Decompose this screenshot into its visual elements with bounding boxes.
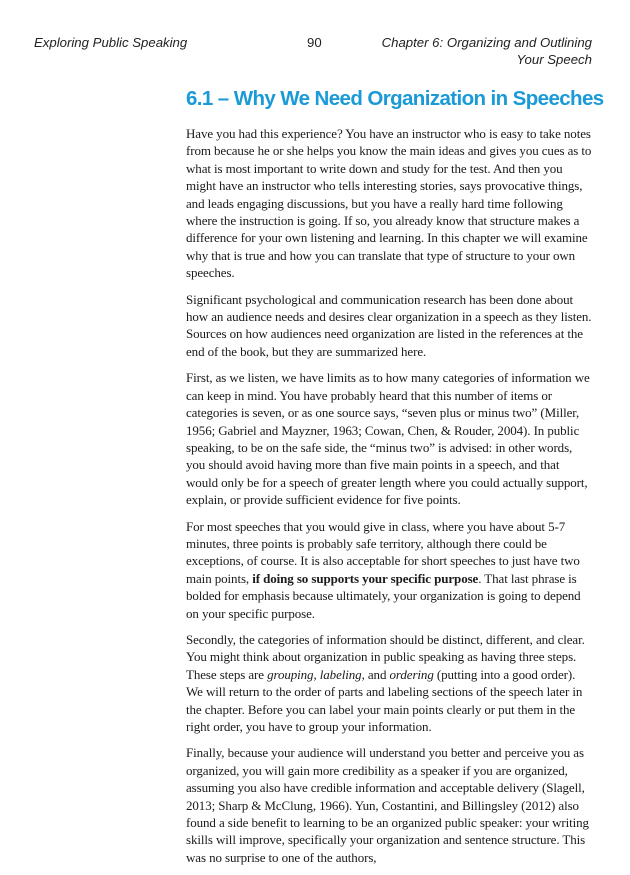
paragraph-3: First, as we listen, we have limits as to how many categories of information we can keep in mind. You have probably heard that this number of items or categories is seven, or as one source says, “seven plus or minus two” (Miller, 1956; Gabriel and Mayzner, 1963; Cowan, Chen, & Rouder, 2004). In public speaking, to be on the safe side, the “minus two” is advised: in other words, you should avoid having more than five main points in a speech, and that would only be for a speech of greater length where you could actually support, explain, or provide sufficient evidence for five points. [186,370,590,508]
chapter-title-line1: Chapter 6: Organizing and Outlining [381,35,592,50]
paragraph-1: Have you had this experience? You have an instructor who is easy to take notes from because he or she helps you know the main ideas and gives you cues as to what is most important to write down and study for the test. And then you might have an instructor who tells interesting stories, says provocative things, and leads engaging discussions, but you have a really hard time following where the instruction is going. If so, you already know that structure makes a difference for your own listening and learning. In this chapter we will examine why that is true and how you can translate that type of structure to your own speeches. [186,126,592,281]
page-content [186,86,604,875]
paragraph-6: Finally, because your audience will understand you better and perceive you as organized, you will gain more credibility as a speaker if you are organized, assuming you also have credible information and acceptable delivery (Slagell, 2013; Sharp & McClung, 1966). Yun, Costantini, and Billingsley (2012) also found a side benefit to learning to be an organized public speaker: your writing skills will improve, specifically your organization and sentence structure. This was no surprise to one of the authors, [186,745,589,865]
paragraph-5 [186,631,594,735]
paragraph-2: Significant psychological and communication research has been done about how an audience needs and desires clear organization in a speech as they listen. Sources on how audiences need organization are listed in the references at the end of the book, but they are summarized here. [186,291,592,359]
paragraph-4 [186,518,594,622]
term-grouping: grouping [267,666,314,682]
paragraph-5-separator-2: , and [361,666,390,682]
book-title: Exploring Public Speaking [34,35,188,50]
paragraph-4-text-start: For most speeches that you would give in class, where you have about 5-7 minutes, three points is probably safe territory, although there could be exceptions, of course. It is also acceptable for short speeches to just have two main points, [186,518,580,586]
chapter-title [352,34,592,68]
paragraph-5-text-end: (putting into a good order). We will return to the order of parts and labeling sections of the speech later in the chapter. Before you can label your main points clearly or put them in the right order, you have to group your information. [186,666,583,734]
term-ordering: ordering [389,666,434,682]
paragraph-4-bold-phrase: if doing so supports your specific purpose [252,570,479,586]
chapter-title-line2: Your Speech [516,52,592,67]
paragraph-5-separator-1: , [313,666,320,682]
section-title: 6.1 – Why We Need Organization in Speeches [186,87,604,110]
paragraph-4-text-end: . That last phrase is bolded for emphasis because ultimately, your organization is going to depend on your specific purpose. [186,570,581,621]
term-labeling: labeling [319,666,362,682]
running-header [0,34,630,74]
paragraph-5-text-start: Secondly, the categories of information should be distinct, different, and clear. You might think about organization in public speaking as having three steps. These steps are [186,631,585,682]
page-number: 90 [307,35,322,50]
